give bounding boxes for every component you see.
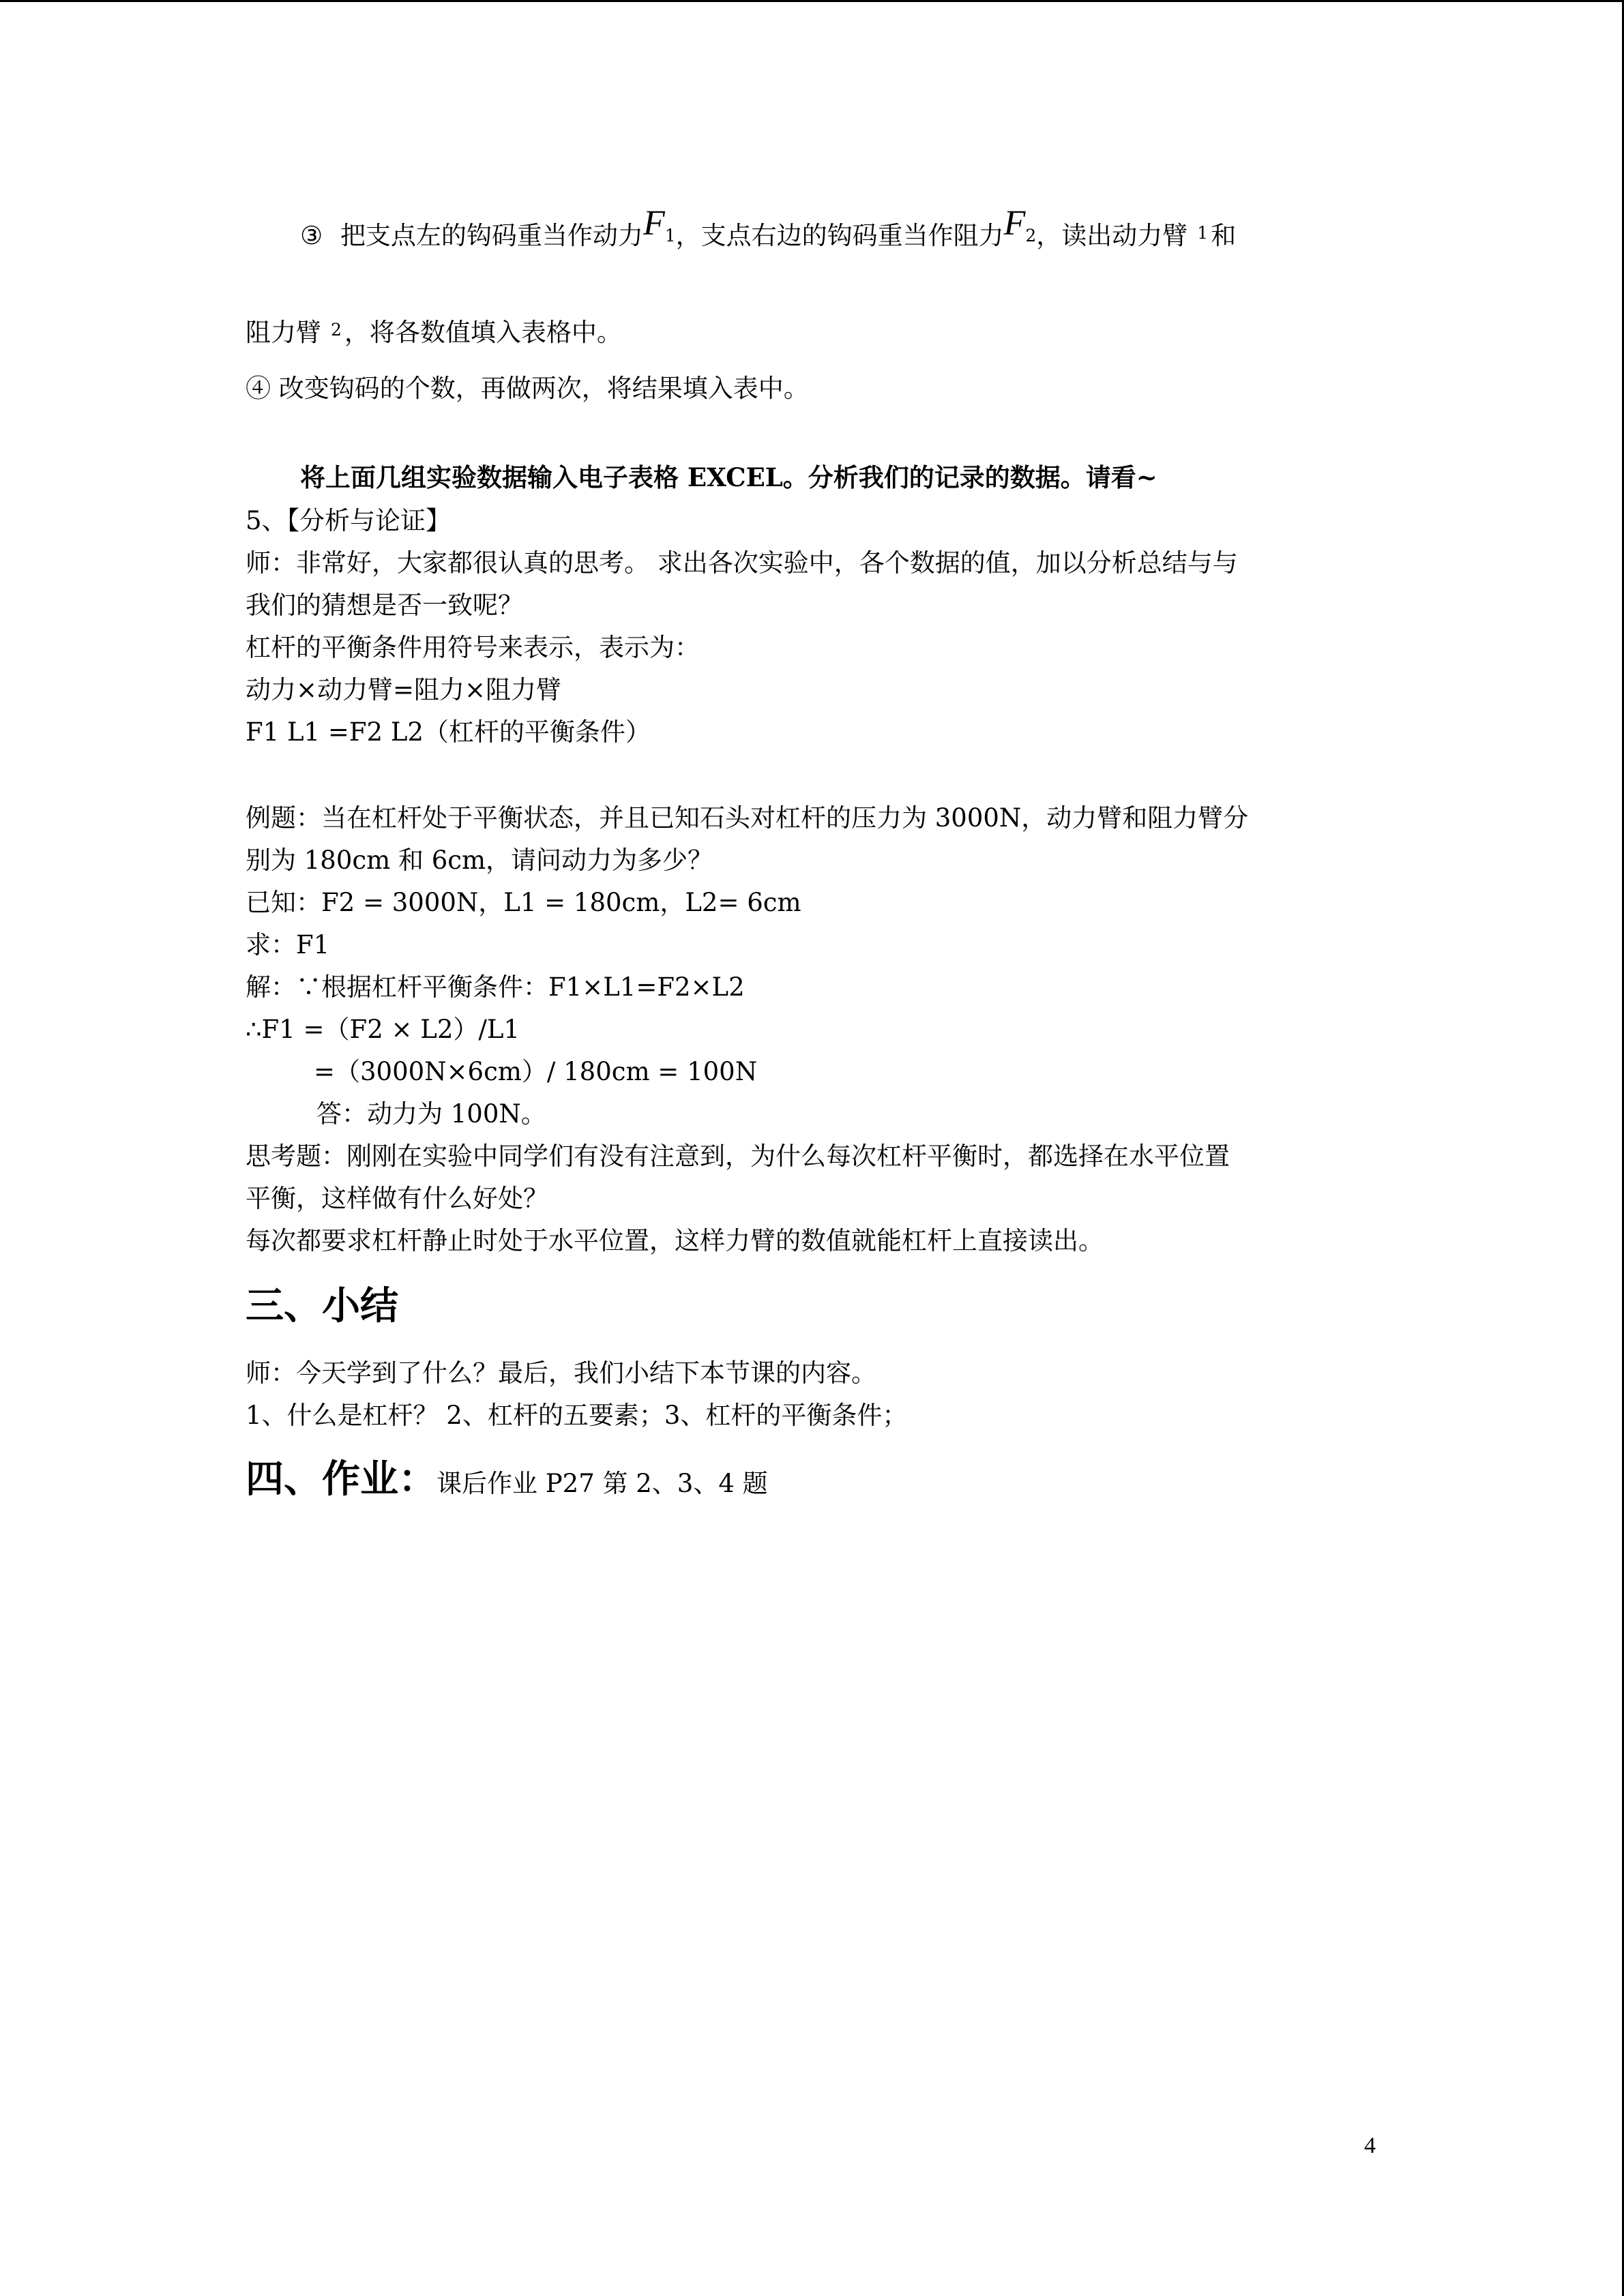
step3-text-4: 和 bbox=[1211, 221, 1237, 250]
f1-subscript: 1 bbox=[664, 226, 676, 245]
formula-symbols: F1 L1 =F2 L2（杠杆的平衡条件） bbox=[246, 717, 651, 747]
step3-line bbox=[300, 204, 1237, 255]
step3-number: ③ bbox=[300, 221, 323, 250]
summary-line-2: 1、什么是杠杆？ 2、杠杆的五要素；3、杠杆的平衡条件； bbox=[246, 1401, 908, 1430]
think-answer: 每次都要求杠杆静止时处于水平位置，这样力臂的数值就能杠杆上直接读出。 bbox=[246, 1226, 1104, 1255]
heading-homework: 四、作业： bbox=[246, 1457, 437, 1502]
step3b-text-2: ，将各数值填入表格中。 bbox=[344, 318, 622, 347]
think-question-a: 思考题：刚刚在实验中同学们有没有注意到，为什么每次杠杆平衡时，都选择在水平位置 bbox=[246, 1142, 1230, 1171]
f2-subscript: 2 bbox=[1025, 226, 1037, 245]
excel-instruction: 将上面几组实验数据输入电子表格 EXCEL。分析我们的记录的数据。请看~ bbox=[300, 462, 1157, 492]
l2-subscript: 2 bbox=[331, 320, 342, 340]
solution-line-1: 解：∵根据杠杆平衡条件：F1×L1=F2×L2 bbox=[246, 972, 745, 1002]
teacher-text-1a: 师：非常好，大家都很认真的思考。 求出各次实验中，各个数据的值，加以分析总结与与 bbox=[246, 548, 1238, 578]
homework-text: 课后作业 P27 第 2、3、4 题 bbox=[437, 1469, 768, 1498]
summary-line-1: 师：今天学到了什么？最后，我们小结下本节课的内容。 bbox=[246, 1358, 876, 1388]
think-question-b: 平衡，这样做有什么好处？ bbox=[246, 1184, 548, 1213]
f2-symbol: F bbox=[1003, 204, 1026, 243]
step3b-text-1: 阻力臂 bbox=[246, 318, 321, 347]
solution-line-3: =（3000N×6cm）/ 180cm = 100N bbox=[314, 1057, 758, 1086]
page-number: 4 bbox=[1364, 2133, 1376, 2158]
step4-line: ④ 改变钩码的个数，再做两次，将结果填入表中。 bbox=[246, 374, 809, 403]
step3-continuation bbox=[246, 316, 622, 352]
step3-text-2: ，支点右边的钩码重当作阻力 bbox=[675, 221, 1004, 250]
solution-line-2: ∴F1 =（F2 × L2）/L1 bbox=[246, 1015, 520, 1044]
f1-symbol: F bbox=[643, 204, 665, 243]
example-text-b: 别为 180cm 和 6cm，请问动力为多少？ bbox=[246, 846, 713, 875]
page-border-top bbox=[0, 0, 1624, 2]
section5-heading: 5、【分析与论证】 bbox=[246, 506, 452, 535]
condition-intro: 杠杆的平衡条件用符号来表示，表示为： bbox=[246, 633, 700, 662]
find-value: 求：F1 bbox=[246, 930, 330, 959]
heading-summary: 三、小结 bbox=[246, 1284, 398, 1328]
step3-text-1: 把支点左的钩码重当作动力 bbox=[340, 221, 643, 250]
teacher-text-1b: 我们的猜想是否一致呢？ bbox=[246, 591, 523, 620]
formula-words: 动力×动力臂=阻力×阻力臂 bbox=[246, 675, 562, 704]
step3-text-3: ，读出动力臂 bbox=[1036, 221, 1188, 250]
heading-homework-line bbox=[246, 1458, 768, 1506]
example-text-a: 例题：当在杠杆处于平衡状态，并且已知石头对杠杆的压力为 3000N，动力臂和阻力臂分 bbox=[246, 803, 1249, 833]
answer-line: 答：动力为 100N。 bbox=[316, 1099, 546, 1129]
known-values: 已知：F2 = 3000N，L1 = 180cm，L2= 6cm bbox=[246, 888, 801, 917]
l1-subscript: 1 bbox=[1197, 223, 1209, 243]
